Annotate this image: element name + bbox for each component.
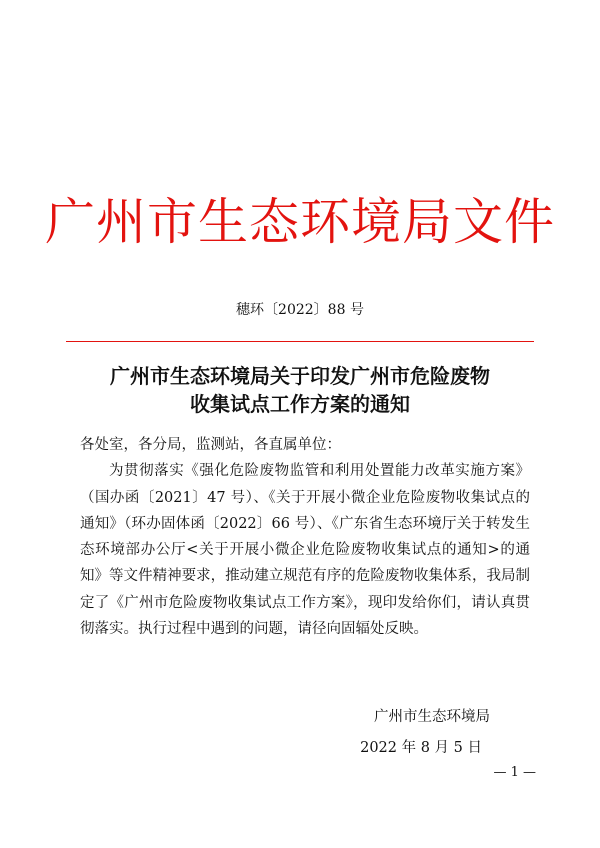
document-title-line-1: 广州市生态环境局关于印发广州市危险废物 <box>110 364 490 388</box>
document-number: 穗环〔2022〕88 号 <box>236 302 364 318</box>
signature-organization: 广州市生态环境局 <box>374 709 490 725</box>
salutation: 各处室，各分局，监测站，各直属单位： <box>80 437 341 453</box>
document-body <box>80 432 530 642</box>
signature-date: 2022 年 8 月 5 日 <box>360 740 482 756</box>
page-number: — 1 — <box>493 765 536 780</box>
document-header-title: 广州市生态环境局文件 <box>45 193 555 251</box>
document-title-line-2: 收集试点工作方案的通知 <box>190 392 410 416</box>
body-paragraph: 为贯彻落实《强化危险废物监管和利用处置能力改革实施方案》（国办函〔2021〕47 号）、《关于开展小微企业危险废物收集试点的通知》（环办固体函〔2022〕66 号）、《广东省生态环境厅关于转发生态环境部办公厅<关于开展小微企业危险废物收集试点的通知>的通知》等文件精神要求，推动建立规范有序的危险废物收集体系，我局制定了《广州市危险废物收集试点工作方案》，现印发给你们，请认真贯彻落实。执行过程中遇到的问题，请径向固辐处反映。 <box>80 463 530 638</box>
document-title <box>0 362 600 418</box>
red-divider-line <box>66 341 534 342</box>
